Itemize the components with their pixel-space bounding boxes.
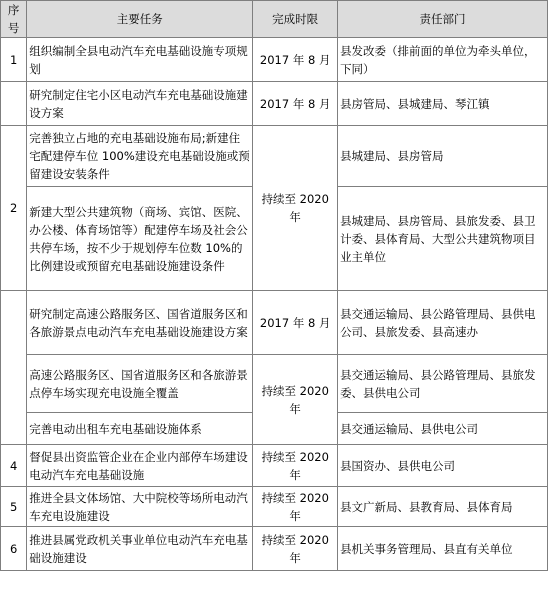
cell-task: 完善电动出租车充电基础设施体系	[27, 413, 253, 445]
cell-no: 6	[1, 527, 27, 571]
cell-dept: 县房管局、县城建局、琴江镇	[338, 82, 548, 126]
cell-time: 持续至 2020 年	[253, 126, 338, 291]
cell-task: 研究制定高速公路服务区、国省道服务区和各旅游景点电动汽车充电基础设施建设方案	[27, 291, 253, 355]
table-row	[1, 487, 548, 527]
cell-dept: 县交通运输局、县公路管理局、县供电公司、县旅发委、县高速办	[338, 291, 548, 355]
cell-dept: 县交通运输局、县供电公司	[338, 413, 548, 445]
cell-dept: 县文广新局、县教育局、县体育局	[338, 487, 548, 527]
cell-task: 新建大型公共建筑物（商场、宾馆、医院、办公楼、体育场馆等）配建停车场及社会公共停车场，按不少于规划停车位数 10%的比例建设或预留充电基础设施建设条件	[27, 187, 253, 291]
table-row	[1, 38, 548, 82]
header-no: 序号	[1, 1, 27, 38]
table-row	[1, 291, 548, 355]
cell-task: 推进全县文体场馆、大中院校等场所电动汽车充电设施建设	[27, 487, 253, 527]
cell-task: 组织编制全县电动汽车充电基础设施专项规划	[27, 38, 253, 82]
cell-task: 推进县属党政机关事业单位电动汽车充电基础设施建设	[27, 527, 253, 571]
cell-time: 持续至 2020 年	[253, 527, 338, 571]
table-row	[1, 527, 548, 571]
cell-dept: 县城建局、县房管局、县旅发委、县卫计委、县体育局、大型公共建筑物项目业主单位	[338, 187, 548, 291]
header-time: 完成时限	[253, 1, 338, 38]
cell-dept: 县国资办、县供电公司	[338, 445, 548, 487]
header-dept: 责任部门	[338, 1, 548, 38]
cell-time: 2017 年 8 月	[253, 38, 338, 82]
cell-dept: 县交通运输局、县公路管理局、县旅发委、县供电公司	[338, 355, 548, 413]
cell-time: 2017 年 8 月	[253, 82, 338, 126]
cell-no: 1	[1, 38, 27, 82]
cell-no	[1, 82, 27, 126]
table-row	[1, 126, 548, 187]
table-row	[1, 445, 548, 487]
cell-time: 2017 年 8 月	[253, 291, 338, 355]
cell-task: 研究制定住宅小区电动汽车充电基础设施建设方案	[27, 82, 253, 126]
cell-task: 督促县出资监管企业在企业内部停车场建设电动汽车充电基础设施	[27, 445, 253, 487]
cell-no: 5	[1, 487, 27, 527]
cell-dept: 县机关事务管理局、县直有关单位	[338, 527, 548, 571]
cell-no: 4	[1, 445, 27, 487]
header-row	[1, 1, 548, 38]
header-task: 主要任务	[27, 1, 253, 38]
cell-time: 持续至 2020 年	[253, 487, 338, 527]
cell-no: 2	[1, 126, 27, 291]
table-row	[1, 82, 548, 126]
cell-task: 完善独立占地的充电基础设施布局;新建住宅配建停车位 100%建设充电基础设施或预留建设安装条件	[27, 126, 253, 187]
cell-no	[1, 291, 27, 445]
cell-time: 持续至 2020 年	[253, 355, 338, 445]
cell-dept: 县发改委（排前面的单位为牵头单位，下同）	[338, 38, 548, 82]
cell-task: 高速公路服务区、国省道服务区和各旅游景点停车场实现充电设施全覆盖	[27, 355, 253, 413]
table-row	[1, 355, 548, 413]
cell-time: 持续至 2020 年	[253, 445, 338, 487]
cell-dept: 县城建局、县房管局	[338, 126, 548, 187]
